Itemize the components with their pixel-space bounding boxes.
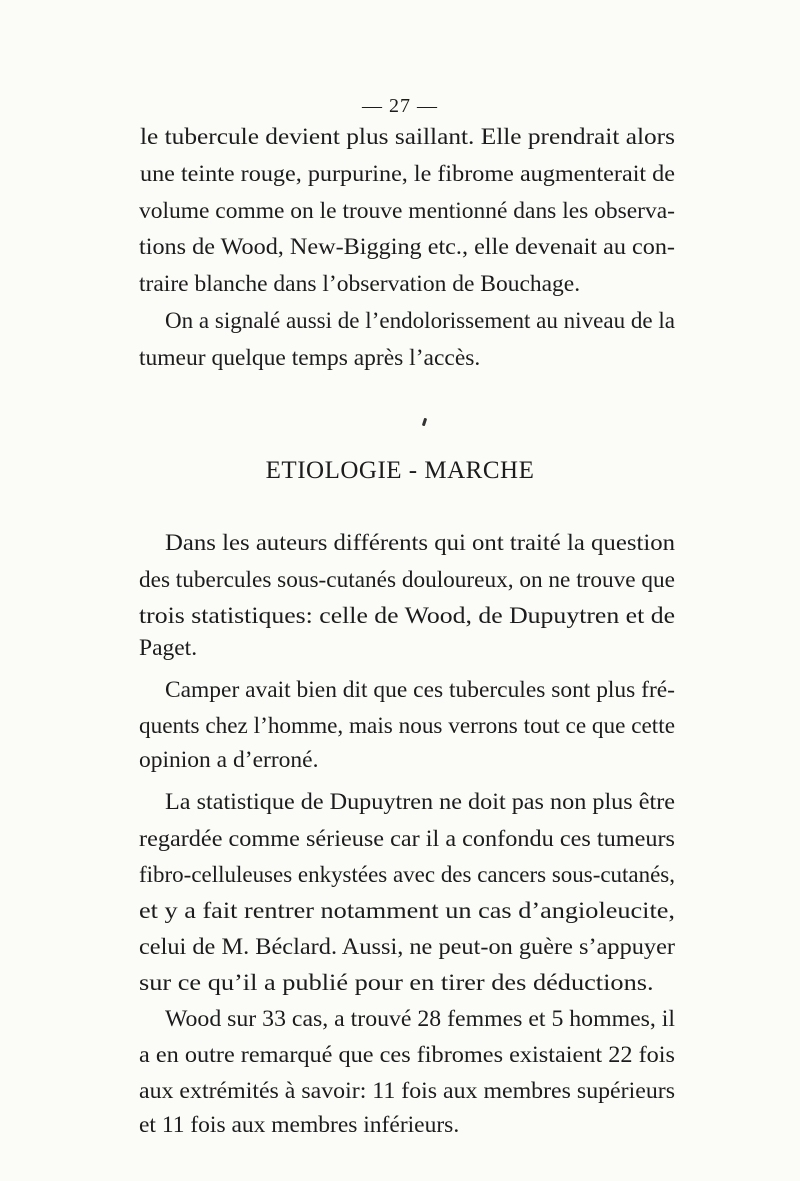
- text-line: Paget.: [139, 635, 198, 661]
- text-line: le tubercule devient plus saillant. Elle prendrait alors: [140, 124, 675, 150]
- text-line: Camper avait bien dit que ces tubercules sont plus fré-: [165, 677, 675, 703]
- ink-speck: [422, 418, 427, 427]
- text-line: et y a fait rentrer notamment un cas d’angioleucite,: [139, 898, 675, 924]
- text-line: Wood sur 33 cas, a trouvé 28 femmes et 5 hommes, il: [165, 1006, 675, 1032]
- text-line: et 11 fois aux membres inférieurs.: [139, 1112, 460, 1138]
- text-line: des tubercules sous-cutanés douloureux, on ne trouve que: [139, 567, 675, 593]
- text-line: tions de Wood, New-Bigging etc., elle devenait au con-: [139, 234, 675, 260]
- text-line: La statistique de Dupuytren ne doit pas non plus être: [165, 789, 675, 815]
- page-number: — 27 —: [362, 95, 438, 117]
- section-heading: ETIOLOGIE - MARCHE: [265, 457, 535, 484]
- text-line: sur ce qu’il a publié pour en tirer des déductions.: [139, 970, 654, 996]
- text-line: tumeur quelque temps après l’accès.: [139, 345, 481, 371]
- text-line: traire blanche dans l’observation de Bouchage.: [139, 271, 581, 297]
- text-line: trois statistiques: celle de Wood, de Dupuytren et de: [139, 603, 675, 629]
- text-line: fibro-celluleuses enkystées avec des cancers sous-cutanés,: [139, 862, 675, 888]
- text-line: Dans les auteurs différents qui ont traité la question: [165, 530, 675, 556]
- text-line: une teinte rouge, purpurine, le fibrome augmenterait de: [140, 161, 675, 187]
- text-line: aux extrémités à savoir: 11 fois aux membres supérieurs: [139, 1078, 675, 1104]
- text-line: a en outre remarqué que ces fibromes existaient 22 fois: [139, 1042, 675, 1068]
- text-line: opinion a d’erroné.: [139, 747, 319, 773]
- text-line: regardée comme sérieuse car il a confondu ces tumeurs: [139, 826, 675, 852]
- text-line: On a signalé aussi de l’endolorissement au niveau de la: [165, 308, 675, 334]
- text-line: volume comme on le trouve mentionné dans les observa-: [139, 198, 675, 224]
- text-line: quents chez l’homme, mais nous verrons tout ce que cette: [139, 713, 675, 739]
- text-line: celui de M. Béclard. Aussi, ne peut-on guère s’appuyer: [139, 934, 675, 960]
